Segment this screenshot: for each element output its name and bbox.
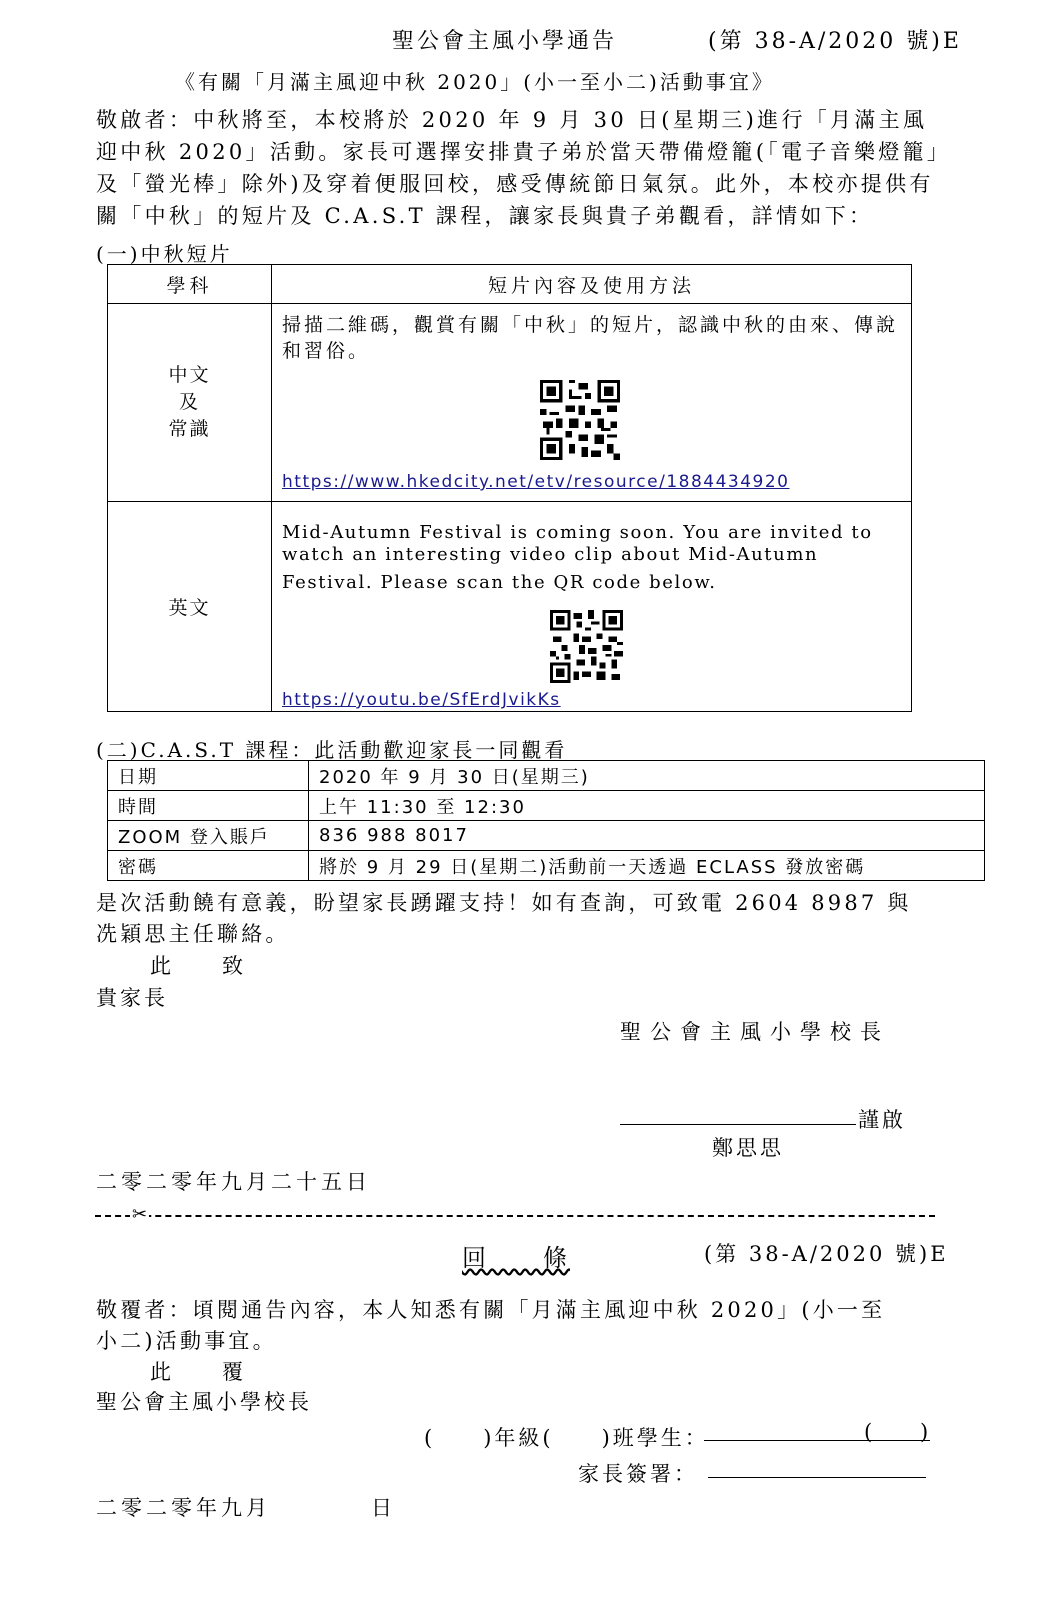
scissors-icon: ✂	[132, 1204, 148, 1225]
reply-notice-number: (第 38-A/2020 號)E	[704, 1242, 949, 1266]
addressee: 貴家長	[96, 986, 168, 1010]
notice-subtitle: 《有關「月滿主風迎中秋 2020」(小一至小二)活動事宜》	[175, 70, 775, 94]
closing-line1: 是次活動饒有意義，盼望家長踴躍支持！如有查詢，可致電 2604 8987 與	[96, 891, 912, 915]
subject-line: 常識	[168, 418, 211, 440]
cut-line	[95, 1215, 935, 1217]
col-header-subject: 學科	[108, 265, 272, 304]
video-table	[107, 264, 912, 712]
video-link-chinese[interactable]: https://www.hkedcity.net/etv/resource/1884434920	[282, 472, 790, 492]
content-text: 掃描二維碼，觀賞有關「中秋」的短片，認識中秋的由來、傳說和習俗。	[282, 314, 899, 362]
ci-zhi: 此 致	[150, 954, 246, 978]
subject-english: 英文	[108, 502, 272, 712]
content-chinese-gs	[272, 304, 912, 502]
content-text-line2: watch an interesting video clip about Mid-Autumn	[282, 544, 819, 565]
class-student-label: ( )年級( )班學生：	[424, 1426, 709, 1450]
jinqi: 謹啟	[858, 1108, 906, 1132]
cast-value-date: 2020 年 9 月 30 日(星期三)	[309, 761, 985, 791]
principal-name: 鄭思思	[712, 1136, 784, 1160]
qr-code-icon	[550, 610, 623, 683]
subject-line: 中文	[168, 364, 211, 386]
reply-line1: 敬覆者：頃閱通告內容，本人知悉有關「月滿主風迎中秋 2020」(小一至	[96, 1298, 886, 1322]
notice-number: (第 38-A/2020 號)E	[708, 29, 962, 54]
video-link-english[interactable]: https://youtu.be/SfErdJvikKs	[282, 690, 561, 710]
parent-signature-label: 家長簽署：	[578, 1462, 698, 1486]
subject-chinese-gs	[108, 304, 272, 502]
col-header-content: 短片內容及使用方法	[272, 265, 912, 304]
paren-close: )	[920, 1420, 929, 1444]
parent-signature-field[interactable]	[708, 1477, 926, 1478]
subject-line: 及	[178, 391, 200, 413]
section1-label: (一)中秋短片	[96, 242, 233, 266]
student-name-field[interactable]	[704, 1440, 930, 1441]
cast-key-zoom: ZOOM 登入賬戶	[108, 821, 309, 851]
ci-fu: 此 覆	[150, 1360, 246, 1384]
reply-date: 二零二零年九月 日	[96, 1496, 396, 1520]
cast-table	[107, 760, 985, 881]
reply-line2: 小二)活動事宜。	[96, 1329, 277, 1353]
content-text-line1: Mid-Autumn Festival is coming soon. You are invited to	[282, 522, 873, 543]
closing-line2: 冼穎思主任聯絡。	[96, 922, 290, 946]
principal-signature-line	[620, 1124, 856, 1125]
cast-key-password: 密碼	[108, 851, 309, 881]
intro-paragraph: 敬啟者：中秋將至，本校將於 2020 年 9 月 30 日(星期三)進行「月滿主風迎中秋 2020」活動。家長可選擇安排貴子弟於當天帶備燈籠(「電子音樂燈籠」及「螢光棒」除外)及穿着便服回校，感受傳統節日氣氛。此外，本校亦提供有關「中秋」的短片及 C.A.S.T 課程，讓家長與貴子弟觀看，詳情如下：	[96, 108, 941, 228]
cast-value-password: 將於 9 月 29 日(星期二)活動前一天透過 ECLASS 發放密碼	[309, 851, 985, 881]
cast-value-time: 上午 11:30 至 12:30	[309, 791, 985, 821]
content-text-line3: Festival. Please scan the QR code below.	[282, 572, 717, 593]
reply-addressee: 聖公會主風小學校長	[96, 1390, 312, 1414]
cast-key-time: 時間	[108, 791, 309, 821]
notice-date: 二零二零年九月二十五日	[96, 1170, 371, 1194]
reply-title: 回 條	[462, 1244, 570, 1272]
paren-open: (	[864, 1420, 873, 1444]
notice-title: 聖公會主風小學通告	[392, 29, 618, 54]
section2-label: (二)C.A.S.T 課程：此活動歡迎家長一同觀看	[96, 738, 568, 762]
principal-title: 聖公會主風小學校長	[620, 1020, 890, 1044]
qr-code-icon	[540, 380, 620, 460]
cast-key-date: 日期	[108, 761, 309, 791]
cast-value-zoom: 836 988 8017	[309, 821, 985, 851]
content-english	[272, 502, 912, 712]
